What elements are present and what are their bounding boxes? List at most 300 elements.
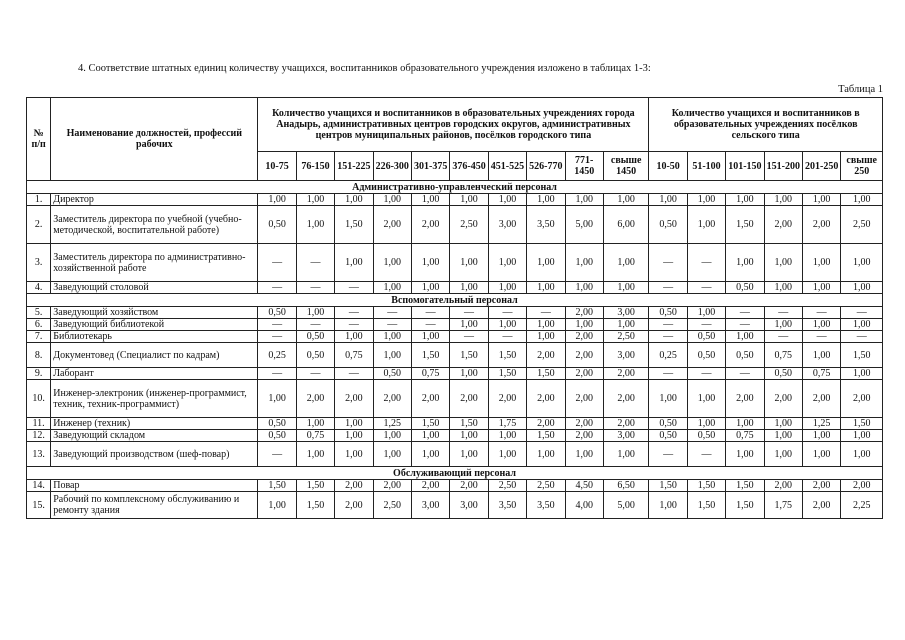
range-header-rural: 101-150 bbox=[726, 152, 764, 181]
staff-units-cell: 1,00 bbox=[603, 319, 649, 331]
staff-units-cell: 1,50 bbox=[258, 480, 296, 492]
staff-units-cell: 0,50 bbox=[687, 343, 725, 368]
staff-units-cell: 1,00 bbox=[802, 343, 840, 368]
staff-units-cell: 2,00 bbox=[335, 380, 373, 418]
staff-units-cell: 3,50 bbox=[488, 492, 526, 519]
staff-units-cell: 3,00 bbox=[603, 343, 649, 368]
staff-units-cell: 1,00 bbox=[527, 331, 565, 343]
staff-units-cell: 3,00 bbox=[411, 492, 449, 519]
range-header-city: 301-375 bbox=[411, 152, 449, 181]
staff-units-cell: 1,00 bbox=[488, 244, 526, 282]
staff-units-cell: — bbox=[726, 319, 764, 331]
staff-units-cell: 1,00 bbox=[726, 331, 764, 343]
staff-units-cell: 6,00 bbox=[603, 206, 649, 244]
staff-units-cell: 1,50 bbox=[726, 480, 764, 492]
staff-units-cell: 3,00 bbox=[488, 206, 526, 244]
staff-units-cell: 1,50 bbox=[450, 418, 488, 430]
staff-units-cell: — bbox=[258, 319, 296, 331]
staff-units-cell: 5,00 bbox=[565, 206, 603, 244]
staff-units-cell: 1,00 bbox=[565, 194, 603, 206]
staff-units-cell: — bbox=[726, 368, 764, 380]
staff-units-cell: 0,50 bbox=[726, 282, 764, 294]
staff-units-cell: 1,00 bbox=[258, 492, 296, 519]
staff-units-cell: 1,00 bbox=[841, 442, 883, 467]
staff-units-cell: 1,50 bbox=[411, 343, 449, 368]
staff-units-cell: — bbox=[335, 282, 373, 294]
staff-units-cell: 1,00 bbox=[373, 194, 411, 206]
staff-units-cell: 1,00 bbox=[764, 194, 802, 206]
staff-units-cell: — bbox=[296, 319, 334, 331]
staff-units-cell: 1,00 bbox=[841, 368, 883, 380]
staff-units-cell: 1,50 bbox=[296, 492, 334, 519]
staff-units-cell: 1,00 bbox=[802, 442, 840, 467]
staff-units-cell: — bbox=[258, 442, 296, 467]
staff-units-cell: 1,00 bbox=[565, 442, 603, 467]
staff-units-cell: 5,00 bbox=[603, 492, 649, 519]
staff-units-cell: 1,00 bbox=[335, 331, 373, 343]
position-name: Директор bbox=[51, 194, 258, 206]
staff-units-cell: 1,00 bbox=[802, 244, 840, 282]
table-row bbox=[27, 244, 883, 282]
table-row bbox=[27, 331, 883, 343]
staff-units-cell: 1,75 bbox=[764, 492, 802, 519]
staff-units-cell: 2,00 bbox=[802, 380, 840, 418]
staff-units-cell: 1,50 bbox=[687, 480, 725, 492]
staff-units-cell: 2,00 bbox=[373, 380, 411, 418]
staff-units-cell: 2,25 bbox=[841, 492, 883, 519]
staff-units-cell: 1,50 bbox=[527, 368, 565, 380]
row-number: 3. bbox=[27, 244, 51, 282]
staff-units-cell: 0,75 bbox=[296, 430, 334, 442]
staff-units-cell: 2,00 bbox=[373, 480, 411, 492]
section-title: Административно-управленческий персонал bbox=[27, 181, 883, 194]
staff-units-cell: 2,00 bbox=[841, 480, 883, 492]
staff-units-cell: 2,50 bbox=[527, 480, 565, 492]
table-label: Таблица 1 bbox=[838, 84, 883, 95]
staff-units-cell: — bbox=[258, 244, 296, 282]
staff-units-cell: — bbox=[764, 331, 802, 343]
staff-units-cell: 2,00 bbox=[565, 343, 603, 368]
table-row bbox=[27, 307, 883, 319]
staff-units-cell: 1,00 bbox=[373, 442, 411, 467]
position-name: Лаборант bbox=[51, 368, 258, 380]
section-row bbox=[27, 181, 883, 194]
staff-units-cell: — bbox=[488, 331, 526, 343]
staff-units-cell: 1,00 bbox=[649, 380, 687, 418]
staff-units-cell: 1,00 bbox=[335, 194, 373, 206]
staff-units-cell: 1,00 bbox=[841, 244, 883, 282]
position-name: Заместитель директора по учебной (учебно-методической, воспитательной работе) bbox=[51, 206, 258, 244]
section-row bbox=[27, 467, 883, 480]
staff-units-cell: 1,00 bbox=[764, 442, 802, 467]
staff-units-cell: 0,50 bbox=[258, 418, 296, 430]
staff-units-cell: — bbox=[649, 368, 687, 380]
staff-units-cell: 0,50 bbox=[296, 331, 334, 343]
position-name: Заведующий производством (шеф-повар) bbox=[51, 442, 258, 467]
range-header-city: 376-450 bbox=[450, 152, 488, 181]
range-header-city: 10-75 bbox=[258, 152, 296, 181]
staff-units-cell: 2,00 bbox=[450, 480, 488, 492]
staff-units-cell: — bbox=[258, 331, 296, 343]
group-header-rural: Количество учащихся и воспитанников в образовательных учреждениях посёлков сельского типа bbox=[649, 98, 883, 152]
staff-units-cell: 2,00 bbox=[603, 418, 649, 430]
staff-units-cell: 1,00 bbox=[335, 442, 373, 467]
staffing-table bbox=[26, 97, 883, 519]
staff-units-cell: 1,00 bbox=[335, 244, 373, 282]
staff-units-cell: 0,50 bbox=[258, 206, 296, 244]
staff-units-cell: — bbox=[411, 307, 449, 319]
staff-units-cell: 1,00 bbox=[411, 194, 449, 206]
staff-units-cell: 1,00 bbox=[841, 430, 883, 442]
staff-units-cell: 1,00 bbox=[687, 307, 725, 319]
staff-units-cell: — bbox=[335, 319, 373, 331]
staff-units-cell: — bbox=[450, 331, 488, 343]
position-name: Документовед (Специалист по кадрам) bbox=[51, 343, 258, 368]
table-row bbox=[27, 319, 883, 331]
staff-units-cell: 1,75 bbox=[488, 418, 526, 430]
position-name: Заведующий столовой bbox=[51, 282, 258, 294]
staff-units-cell: 1,00 bbox=[373, 244, 411, 282]
staff-units-cell: 2,00 bbox=[565, 331, 603, 343]
staff-units-cell: 2,00 bbox=[488, 380, 526, 418]
range-header-city: 226-300 bbox=[373, 152, 411, 181]
staff-units-cell: 3,00 bbox=[603, 430, 649, 442]
table-row bbox=[27, 282, 883, 294]
staff-units-cell: — bbox=[649, 282, 687, 294]
staff-units-cell: 1,50 bbox=[841, 343, 883, 368]
position-name: Заведующий складом bbox=[51, 430, 258, 442]
row-number: 8. bbox=[27, 343, 51, 368]
staff-units-cell: 3,50 bbox=[527, 492, 565, 519]
staff-units-cell: — bbox=[296, 282, 334, 294]
row-number: 7. bbox=[27, 331, 51, 343]
staff-units-cell: 1,00 bbox=[335, 430, 373, 442]
range-header-city: 526-770 bbox=[527, 152, 565, 181]
staff-units-cell: 1,00 bbox=[411, 442, 449, 467]
staff-units-cell: — bbox=[649, 319, 687, 331]
staff-units-cell: 1,00 bbox=[687, 206, 725, 244]
staff-units-cell: 1,00 bbox=[603, 194, 649, 206]
table-row bbox=[27, 480, 883, 492]
position-name: Библиотекарь bbox=[51, 331, 258, 343]
row-number: 6. bbox=[27, 319, 51, 331]
staff-units-cell: 0,50 bbox=[649, 430, 687, 442]
staff-units-cell: 2,00 bbox=[296, 380, 334, 418]
staff-units-cell: 2,00 bbox=[373, 206, 411, 244]
table-row bbox=[27, 380, 883, 418]
staff-units-cell: — bbox=[335, 368, 373, 380]
staff-units-cell: 1,50 bbox=[335, 206, 373, 244]
staff-units-cell: 1,00 bbox=[411, 331, 449, 343]
position-name: Инженер-электроник (инженер-программист, техник, техник-программист) bbox=[51, 380, 258, 418]
staff-units-cell: 2,00 bbox=[764, 480, 802, 492]
staff-units-cell: 2,00 bbox=[726, 380, 764, 418]
staff-units-cell: 4,50 bbox=[565, 480, 603, 492]
staff-units-cell: 1,00 bbox=[488, 430, 526, 442]
staff-units-cell: 6,50 bbox=[603, 480, 649, 492]
staff-units-cell: 3,50 bbox=[527, 206, 565, 244]
staff-units-cell: 1,00 bbox=[565, 319, 603, 331]
staff-units-cell: — bbox=[687, 442, 725, 467]
staff-units-cell: 1,00 bbox=[296, 442, 334, 467]
staff-units-cell: 2,00 bbox=[335, 480, 373, 492]
staff-units-cell: 1,50 bbox=[527, 430, 565, 442]
table-row bbox=[27, 368, 883, 380]
staff-units-cell: 2,00 bbox=[527, 380, 565, 418]
row-number: 14. bbox=[27, 480, 51, 492]
range-header-city: 451-525 bbox=[488, 152, 526, 181]
staff-units-cell: 0,75 bbox=[335, 343, 373, 368]
staff-units-cell: 1,00 bbox=[726, 418, 764, 430]
staff-units-cell: — bbox=[841, 307, 883, 319]
staff-units-cell: 1,00 bbox=[373, 282, 411, 294]
staff-units-cell: 1,50 bbox=[488, 343, 526, 368]
staff-units-cell: 2,00 bbox=[411, 206, 449, 244]
staff-units-cell: 1,00 bbox=[527, 244, 565, 282]
staff-units-cell: 1,00 bbox=[296, 194, 334, 206]
staff-units-cell: — bbox=[649, 244, 687, 282]
staff-units-cell: 1,00 bbox=[802, 430, 840, 442]
staff-units-cell: 1,00 bbox=[726, 442, 764, 467]
staff-units-cell: — bbox=[841, 331, 883, 343]
row-number: 12. bbox=[27, 430, 51, 442]
row-number: 1. bbox=[27, 194, 51, 206]
row-number: 15. bbox=[27, 492, 51, 519]
staff-units-cell: 0,50 bbox=[687, 430, 725, 442]
staff-units-cell: 1,00 bbox=[373, 343, 411, 368]
staff-units-cell: 1,00 bbox=[258, 194, 296, 206]
table-row bbox=[27, 430, 883, 442]
staff-units-cell: 1,50 bbox=[296, 480, 334, 492]
staff-units-cell: 1,00 bbox=[296, 206, 334, 244]
staff-units-cell: 1,00 bbox=[373, 331, 411, 343]
staff-units-cell: 1,50 bbox=[841, 418, 883, 430]
staff-units-cell: — bbox=[649, 442, 687, 467]
staff-units-cell: 0,50 bbox=[726, 343, 764, 368]
group-header-city: Количество учащихся и воспитанников в образовательных учреждениях города Анадырь, административных центров городских округов, административных центров муниципальных районов, посёлков городского типа bbox=[258, 98, 649, 152]
staff-units-cell: 1,00 bbox=[603, 282, 649, 294]
staff-units-cell: — bbox=[258, 368, 296, 380]
staff-units-cell: 1,00 bbox=[603, 442, 649, 467]
staff-units-cell: 1,00 bbox=[411, 430, 449, 442]
staff-units-cell: 2,00 bbox=[565, 368, 603, 380]
staff-units-cell: 1,50 bbox=[649, 480, 687, 492]
row-number: 4. bbox=[27, 282, 51, 294]
staff-units-cell: 2,00 bbox=[411, 480, 449, 492]
staff-units-cell: 1,00 bbox=[450, 282, 488, 294]
staff-units-cell: 2,00 bbox=[565, 307, 603, 319]
row-number: 13. bbox=[27, 442, 51, 467]
range-header-city: 76-150 bbox=[296, 152, 334, 181]
staff-units-cell: 1,00 bbox=[687, 418, 725, 430]
staff-units-cell: — bbox=[335, 307, 373, 319]
staff-units-cell: 2,50 bbox=[841, 206, 883, 244]
table-row bbox=[27, 343, 883, 368]
staff-units-cell: — bbox=[802, 331, 840, 343]
staff-units-cell: 1,00 bbox=[296, 307, 334, 319]
staff-units-cell: 2,00 bbox=[603, 368, 649, 380]
staff-units-cell: 1,00 bbox=[764, 282, 802, 294]
staff-units-cell: 1,00 bbox=[764, 319, 802, 331]
staff-units-cell: 1,00 bbox=[841, 282, 883, 294]
staff-units-cell: 1,00 bbox=[373, 430, 411, 442]
staff-units-cell: 1,50 bbox=[726, 492, 764, 519]
staff-units-cell: — bbox=[488, 307, 526, 319]
table-row bbox=[27, 194, 883, 206]
staff-units-cell: 1,00 bbox=[450, 368, 488, 380]
staff-units-cell: — bbox=[411, 319, 449, 331]
staff-units-cell: 1,00 bbox=[527, 194, 565, 206]
staff-units-cell: 1,00 bbox=[687, 380, 725, 418]
staff-units-cell: — bbox=[258, 282, 296, 294]
table-row bbox=[27, 206, 883, 244]
staff-units-cell: 0,50 bbox=[649, 206, 687, 244]
staff-units-cell: 1,50 bbox=[450, 343, 488, 368]
section-title: Вспомогательный персонал bbox=[27, 294, 883, 307]
staff-units-cell: 1,00 bbox=[649, 492, 687, 519]
position-name: Заведующий хозяйством bbox=[51, 307, 258, 319]
staff-units-cell: 1,00 bbox=[603, 244, 649, 282]
staff-units-cell: 2,00 bbox=[527, 343, 565, 368]
staff-units-cell: — bbox=[726, 307, 764, 319]
staff-units-cell: 1,00 bbox=[802, 194, 840, 206]
row-number: 5. bbox=[27, 307, 51, 319]
staff-units-cell: 1,00 bbox=[565, 244, 603, 282]
staff-units-cell: 1,00 bbox=[841, 319, 883, 331]
staff-units-cell: — bbox=[450, 307, 488, 319]
staff-units-cell: 0,50 bbox=[258, 430, 296, 442]
staff-units-cell: 1,00 bbox=[726, 194, 764, 206]
staff-units-cell: 0,50 bbox=[296, 343, 334, 368]
range-header-rural: 201-250 bbox=[802, 152, 840, 181]
staff-units-cell: 1,00 bbox=[527, 319, 565, 331]
position-name: Инженер (техник) bbox=[51, 418, 258, 430]
staff-units-cell: — bbox=[687, 319, 725, 331]
staff-units-cell: 1,25 bbox=[373, 418, 411, 430]
staff-units-cell: 1,00 bbox=[450, 442, 488, 467]
staff-units-cell: 1,00 bbox=[411, 282, 449, 294]
staff-units-cell: 1,00 bbox=[565, 282, 603, 294]
staff-units-cell: 0,50 bbox=[649, 307, 687, 319]
staff-units-cell: 1,00 bbox=[649, 194, 687, 206]
range-header-rural: свыше 250 bbox=[841, 152, 883, 181]
staff-units-cell: — bbox=[373, 307, 411, 319]
staff-units-cell: 0,50 bbox=[373, 368, 411, 380]
staff-units-cell: 2,00 bbox=[764, 206, 802, 244]
staff-units-cell: 1,50 bbox=[411, 418, 449, 430]
staff-units-cell: 1,00 bbox=[488, 319, 526, 331]
staff-units-cell: 1,00 bbox=[296, 418, 334, 430]
staff-units-cell: — bbox=[296, 368, 334, 380]
range-header-city: 771-1450 bbox=[565, 152, 603, 181]
staff-units-cell: 2,50 bbox=[488, 480, 526, 492]
range-header-rural: 10-50 bbox=[649, 152, 687, 181]
staff-units-cell: 0,50 bbox=[687, 331, 725, 343]
staff-units-cell: 0,50 bbox=[764, 368, 802, 380]
staff-units-cell: 3,00 bbox=[450, 492, 488, 519]
section-row bbox=[27, 294, 883, 307]
position-name: Рабочий по комплексному обслуживанию и ремонту здания bbox=[51, 492, 258, 519]
staff-units-cell: 0,50 bbox=[258, 307, 296, 319]
staff-units-cell: 1,00 bbox=[335, 418, 373, 430]
staff-units-cell: — bbox=[373, 319, 411, 331]
row-number: 9. bbox=[27, 368, 51, 380]
range-header-rural: 51-100 bbox=[687, 152, 725, 181]
staff-units-cell: — bbox=[764, 307, 802, 319]
staff-units-cell: 0,25 bbox=[649, 343, 687, 368]
staff-units-cell: 2,00 bbox=[565, 430, 603, 442]
row-number: 10. bbox=[27, 380, 51, 418]
staff-units-cell: 1,00 bbox=[488, 282, 526, 294]
staff-units-cell: — bbox=[527, 307, 565, 319]
staff-units-cell: 2,00 bbox=[411, 380, 449, 418]
staff-units-cell: 2,00 bbox=[450, 380, 488, 418]
staff-units-cell: 1,00 bbox=[527, 282, 565, 294]
staff-units-cell: 0,50 bbox=[649, 418, 687, 430]
staff-units-cell: 1,00 bbox=[258, 380, 296, 418]
staff-units-cell: 2,00 bbox=[603, 380, 649, 418]
staff-units-cell: 0,75 bbox=[764, 343, 802, 368]
staff-units-cell: 2,00 bbox=[802, 480, 840, 492]
position-name: Заведующий библиотекой bbox=[51, 319, 258, 331]
range-header-city: 151-225 bbox=[335, 152, 373, 181]
staff-units-cell: 4,00 bbox=[565, 492, 603, 519]
staff-units-cell: 2,00 bbox=[565, 380, 603, 418]
staff-units-cell: 2,00 bbox=[802, 492, 840, 519]
range-header-rural: 151-200 bbox=[764, 152, 802, 181]
staff-units-cell: 2,50 bbox=[373, 492, 411, 519]
row-number: 2. bbox=[27, 206, 51, 244]
staff-units-cell: 1,00 bbox=[450, 319, 488, 331]
staff-units-cell: 1,00 bbox=[764, 244, 802, 282]
position-name: Заместитель директора по административно- хозяйственной работе bbox=[51, 244, 258, 282]
table-row bbox=[27, 442, 883, 467]
staff-units-cell: 2,00 bbox=[335, 492, 373, 519]
staff-units-cell: — bbox=[687, 368, 725, 380]
staff-units-cell: 1,50 bbox=[687, 492, 725, 519]
staff-units-cell: 2,00 bbox=[527, 418, 565, 430]
staff-units-cell: 1,00 bbox=[411, 244, 449, 282]
staff-units-cell: 1,00 bbox=[841, 194, 883, 206]
staff-units-cell: 1,00 bbox=[450, 244, 488, 282]
row-number: 11. bbox=[27, 418, 51, 430]
staff-units-cell: 1,00 bbox=[450, 430, 488, 442]
staff-units-cell: — bbox=[687, 282, 725, 294]
staff-units-cell: 1,00 bbox=[687, 194, 725, 206]
range-header-city: свыше 1450 bbox=[603, 152, 649, 181]
staff-units-cell: 1,00 bbox=[527, 442, 565, 467]
staff-units-cell: — bbox=[802, 307, 840, 319]
staff-units-cell: — bbox=[296, 244, 334, 282]
staff-units-cell: 1,00 bbox=[726, 244, 764, 282]
staff-units-cell: — bbox=[649, 331, 687, 343]
staff-units-cell: 2,00 bbox=[565, 418, 603, 430]
staff-units-cell: 2,50 bbox=[450, 206, 488, 244]
staff-units-cell: 1,00 bbox=[764, 418, 802, 430]
staff-units-cell: 0,75 bbox=[411, 368, 449, 380]
staff-units-cell: 2,00 bbox=[841, 380, 883, 418]
staff-units-cell: 2,50 bbox=[603, 331, 649, 343]
intro-paragraph: 4. Соответствие штатных единиц количеству учащихся, воспитанников образовательного учреждения изложено в таблицах 1-3: bbox=[78, 63, 651, 74]
staff-units-cell: 1,00 bbox=[488, 194, 526, 206]
staff-units-cell: 3,00 bbox=[603, 307, 649, 319]
staff-units-cell: 1,50 bbox=[726, 206, 764, 244]
staff-units-cell: 1,00 bbox=[764, 430, 802, 442]
staff-units-cell: 0,75 bbox=[802, 368, 840, 380]
table-row bbox=[27, 418, 883, 430]
col-header-num: № п/п bbox=[27, 98, 51, 181]
staff-units-cell: 1,00 bbox=[450, 194, 488, 206]
